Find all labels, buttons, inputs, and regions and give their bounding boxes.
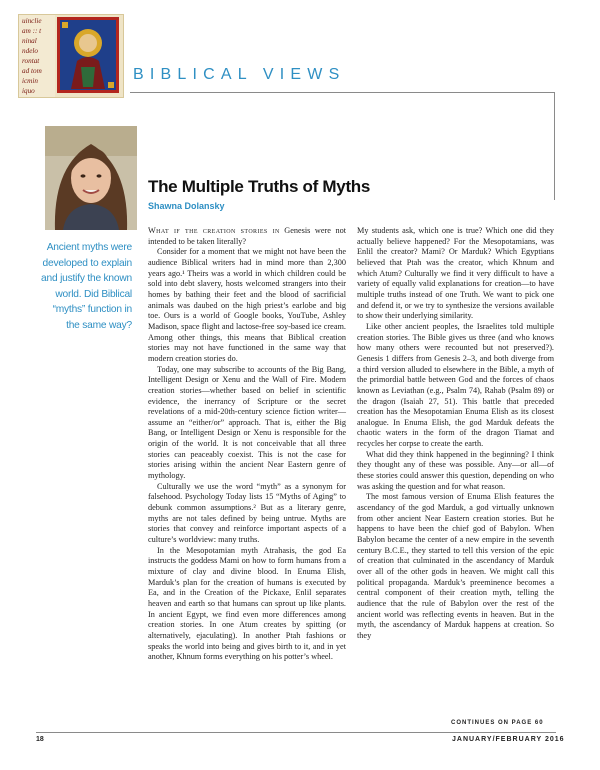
paragraph: The most famous version of Enuma Elish features the ascendancy of the god Marduk, a god virtually unknown from other ancient Near Eastern creation stories. But he happens to have been the chief god of Babylon. When Babylon became the center of a new empire in the seventh century B.C.E., they started to tell this version of the epic of creation that culminated in the ascendancy of Marduk over all of the other gods in heaven. We might call this political propaganda. Marduk’s preeminence becomes a central component of their creation myth, telling the audience that the rule of Babylon over the rest of the ancient world was reflecting events in heaven. But in the myth, the ascendancy of Marduk happens at creation. So they xyxy=(357,492,554,640)
lead-in: What if the creation stories in xyxy=(148,226,280,235)
header-rule xyxy=(130,92,555,93)
page-number: 18 xyxy=(36,736,44,743)
manuscript-line: iquo xyxy=(22,87,35,95)
lead-rest: Genesis were not intended to be taken literally? xyxy=(148,226,346,246)
pull-quote: Ancient myths were developed to explain and justify the known world. Did Biblical “myths” function in the same way? xyxy=(41,242,132,331)
paragraph: My students ask, which one is true? Which one did they actually believe happened? For the Mesopotamians, was Enlil the creator? Mami? Or Marduk? Which Egyptians believed that Ptah was the creator, which Khnum and which Atum? Culturally we find it very difficult to have a variety of equally valid explanations for creation—to have multiple truths instead of one Truth. We want to pick one and defend it, or we try to synthesize the versions available to show their underlying similarity. xyxy=(357,226,554,321)
continues-note: CONTINUES ON PAGE 60 xyxy=(451,720,544,726)
manuscript-line: ndelo xyxy=(22,47,38,55)
paragraph: Consider for a moment that we might not have been the audience Biblical writers had in mind more than 2,300 years ago.¹ Theirs was a world in which children could be sold into debt slavery, hosts welcomed strangers into their homes by bathing their feet and the blood of sacrificial animals was daubed on the high priest’s earlobe and big toe. Ours is a world of Google books, YouTube, Ashley Madison, space flight and lactose-free soy-based ice cream. Among other things, this means that Biblical creation stories may not have functioned in the same way that modern creation stories do. xyxy=(148,247,346,363)
header-rule-vertical xyxy=(554,92,555,200)
paragraph: In the Mesopotamian myth Atrahasis, the god Ea instructs the goddess Mami on how to form humans from a mixture of clay and divine blood. In Enuma Elish, Marduk’s plan for the creation of humans is executed by Ea, and in the Creation of the Pickaxe, Enlil separates heaven and earth so that humans can sprout up like plants. In ancient Egypt, we find even more differences among creation stories. In one Atum creates by spitting (or alternatively, ejaculating). In another Ptah fashions or speaks the world into being and gives birth to it, and in yet another, Khnum forms everything on his potter’s wheel. xyxy=(148,545,346,662)
article-column-2 xyxy=(357,226,554,642)
paragraph: Like other ancient peoples, the Israelites told multiple creation stories. The Bible gives us three (and who knows how many others were recounted but not preserved?). Genesis 1 differs from Genesis 2–3, and both diverge from a third version alluded to elsewhere in the Bible, a myth of the primordial battle between God and the forces of chaos known as Leviathan (e.g., Psalm 74), Rahab (Psalm 89) or the dragon (Isaiah 27, 51). This battle that preceded creation has the Mesopotamian Enuma Elish as its closest analogue. In Enuma Elish, the god Marduk defeats the chaotic waters in the form of the dragon Tiamat and recycles her corpse to create the earth. xyxy=(357,321,554,449)
paragraph: Today, one may subscribe to accounts of the Big Bang, Intelligent Design or Xenu and the Wall of Fire. Modern creation stories—whether based on belief in scientific evidence, the inerrancy of Scripture or the secret revelations of a mid-20th-century science fiction writer—assume an “either/or” approach. That is, either the Big Bang, or Intelligent Design or Xenu is responsible for the origin of the world. It is not conceivable that all three stories can peaceably coexist. This is not the case for stories arising within the ancient Near Eastern genre of mythology. xyxy=(148,364,346,481)
paragraph: Culturally we use the word “myth” as a synonym for falsehood. Psychology Today lists 15 “Myths of Aging” to debunk common assumptions.² But as a literary genre, myths are not tales defined by being untrue. Myths are stories that convey and reinforce important aspects of a culture’s worldview: many truths. xyxy=(148,481,346,545)
paragraph xyxy=(148,226,346,247)
article-title: The Multiple Truths of Myths xyxy=(148,177,371,196)
manuscript-line: icmin xyxy=(22,77,38,85)
manuscript-line: ad tom xyxy=(22,67,42,75)
footer-rule xyxy=(36,732,556,733)
author-portrait xyxy=(45,126,137,230)
manuscript-text-column xyxy=(19,15,55,97)
manuscript-line: am :: t xyxy=(22,27,42,35)
issue-date: JANUARY/FEBRUARY 2016 xyxy=(452,736,565,743)
paragraph: What did they think happened in the beginning? I think they thought any of these was possible. Any—or all—of these stories could answer this question, depending on who was asking the question and for what reason. xyxy=(357,449,554,491)
illuminated-initial-icon xyxy=(57,17,119,93)
section-title: BIBLICAL VIEWS xyxy=(133,66,346,83)
manuscript-line: uinclie xyxy=(22,17,42,25)
manuscript-line: ninal xyxy=(22,37,37,45)
manuscript-illustration xyxy=(18,14,124,98)
article-author: Shawna Dolansky xyxy=(148,201,225,211)
manuscript-line: rontat xyxy=(22,57,40,65)
article-column-1 xyxy=(148,226,346,663)
